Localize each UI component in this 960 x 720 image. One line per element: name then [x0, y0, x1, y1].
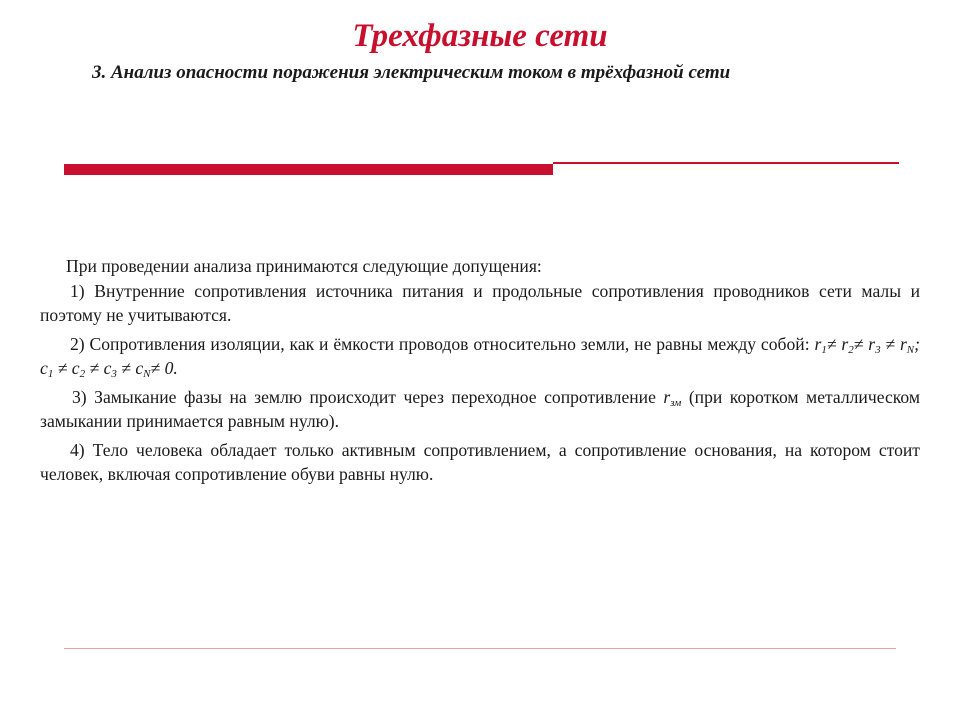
assumption-3: 3) Замыкание фазы на землю происходит через переходное сопротивление $r_{зм}$ (при коротком металлическом замыкании принимается равным нулю). — [40, 386, 920, 431]
intro-text: При проведении анализа принимаются следующие допущения: — [66, 256, 542, 276]
assumption-2-text: 2) Сопротивления изоляции, как и ёмкости проводов относительно земли, не равны между собой: — [70, 333, 815, 354]
assumption-1: 1) Внутренние сопротивления источника питания и продольные сопротивления проводников сети малы и поэтому не учитываются. — [40, 280, 920, 325]
slide-subtitle: 3. Анализ опасности поражения электрическим током в трёхфазной сети — [92, 62, 731, 83]
slide-content — [40, 254, 920, 487]
transition-resistance-symbol: $r_{зм}$ — [663, 386, 682, 409]
footer-divider — [64, 648, 896, 649]
slide-title: Трехфазные сети — [352, 18, 608, 54]
title-underline-thin — [553, 162, 899, 164]
title-underline-thick — [64, 164, 553, 175]
assumption-2 — [40, 332, 920, 381]
assumption-2-formula: $r_1\ne r_2\ne r_3 \ne r_N$; $c_1 \ne c_2 \ne c_3 \ne c_N\ne 0$. — [40, 333, 920, 380]
assumption-4: 4) Тело человека обладает только активным сопротивлением, а сопротивление основания, на котором стоит человек, включая сопротивление обуви равны нулю. — [40, 439, 920, 484]
